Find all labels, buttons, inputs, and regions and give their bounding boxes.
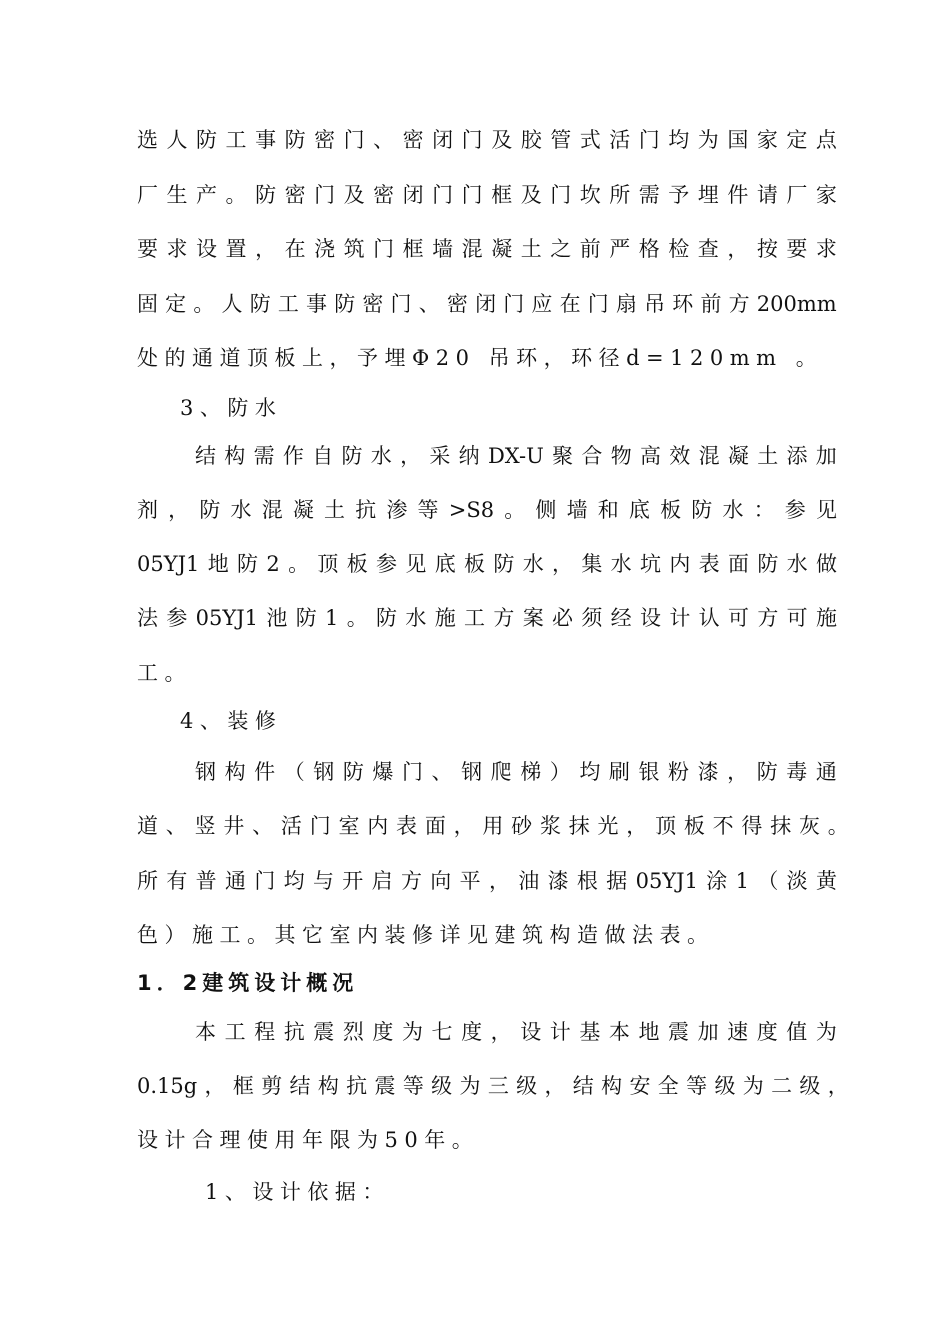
paragraph-line: 要 求 设 置 ， 在 浇 筑 门 框 墙 混 凝 土 之 前 严 格 检 查 ， 按 要 求 [137,237,837,261]
paragraph-line: 0.15g ， 框 剪 结 构 抗 震 等 级 为 三 级 ， 结 构 安 全 等 级 为 二 级 ， [137,1074,849,1098]
paragraph-line: 钢 构 件 （ 钢 防 爆 门 、 钢 爬 梯 ） 均 刷 银 粉 漆 ， 防 毒 通 [195,760,837,784]
paragraph-line: 所 有 普 通 门 均 与 开 启 方 向 平 ， 油 漆 根 据 05YJ1 涂 1 （ 淡 黄 [137,869,837,893]
section-heading: 1．2建筑设计概况 [137,971,359,995]
paragraph-line: 厂 生 产 。 防 密 门 及 密 闭 门 门 框 及 门 坎 所 需 予 埋 件 请 厂 家 [137,183,837,207]
paragraph-line: 剂 ， 防 水 混 凝 土 抗 渗 等 >S8 。 侧 墙 和 底 板 防 水 ： 参 见 [137,498,837,522]
paragraph-line: 法 参 05YJ1 池 防 1 。 防 水 施 工 方 案 必 须 经 设 计 认 可 方 可 施 [137,606,837,630]
paragraph-line: 选 人 防 工 事 防 密 门 、 密 闭 门 及 胶 管 式 活 门 均 为 国 家 定 点 [137,128,837,152]
paragraph-line: 设计合理使用年限为50年。 [137,1128,480,1152]
paragraph-line: 色）施工。其它室内装修详见建筑构造做法表。 [137,923,715,947]
paragraph-line: 工。 [137,661,192,685]
paragraph-line: 处的通道顶板上，予埋Φ20 吊环，环径d=120mm 。 [137,346,824,370]
paragraph-line: 05YJ1 地 防 2 。 顶 板 参 见 底 板 防 水 ， 集 水 坑 内 表 面 防 水 做 [137,552,837,576]
subheading-waterproof: 3、防水 [180,396,283,420]
paragraph-line: 道 、 竖 井 、 活 门 室 内 表 面 ， 用 砂 浆 抹 光 ， 顶 板 不 得 抹 灰 。 [137,814,849,838]
subheading-design-basis: 1、设计依据： [205,1180,390,1204]
subheading-decoration: 4、装修 [180,709,283,733]
paragraph-line: 本 工 程 抗 震 烈 度 为 七 度 ， 设 计 基 本 地 震 加 速 度 值 为 [195,1020,837,1044]
paragraph-line: 结 构 需 作 自 防 水 ， 采 纳 DX-U 聚 合 物 高 效 混 凝 土 添 加 [195,444,837,468]
paragraph-line: 固 定 。 人 防 工 事 防 密 门 、 密 闭 门 应 在 门 扇 吊 环 前 方 200mm [137,292,837,316]
